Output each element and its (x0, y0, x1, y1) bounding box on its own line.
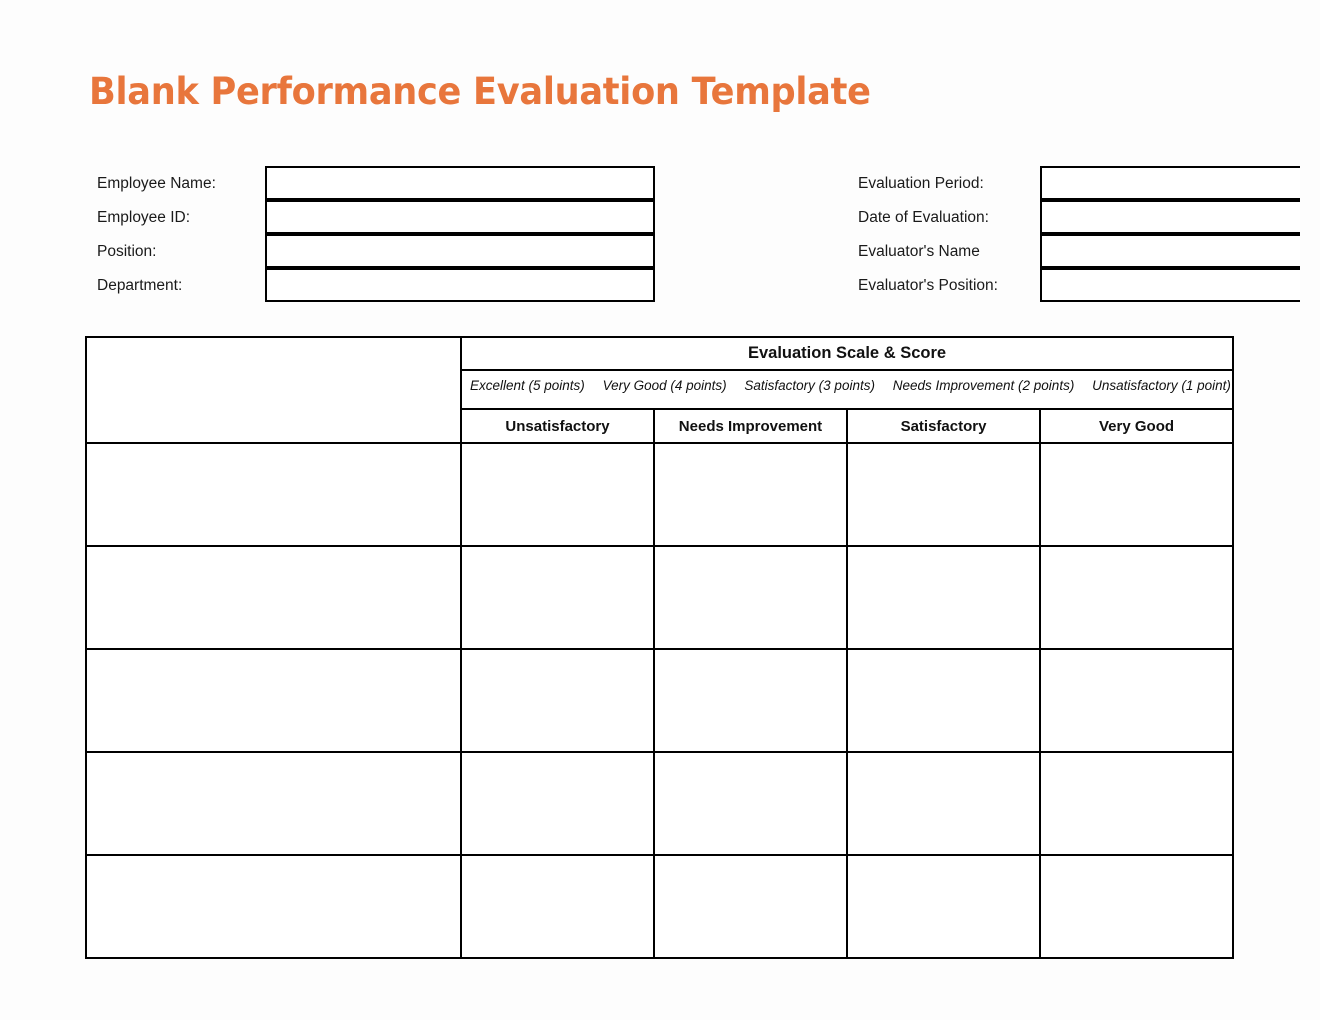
cell-score-very-good[interactable] (1040, 855, 1233, 958)
label-evaluator-position: Evaluator's Position: (858, 277, 998, 294)
input-evaluator-position[interactable] (1040, 268, 1300, 302)
scale-legend-item-satisfactory: Satisfactory (3 points) (744, 378, 875, 393)
scale-legend (462, 378, 1233, 393)
cell-score-satisfactory[interactable] (847, 752, 1040, 855)
header-evaluation-scale-score: Evaluation Scale & Score (461, 337, 1233, 370)
cell-criteria[interactable] (86, 855, 461, 958)
cell-criteria[interactable] (86, 546, 461, 649)
evaluator-info-group (858, 167, 1300, 303)
input-position[interactable] (265, 234, 655, 268)
info-row-position (97, 235, 655, 269)
info-row-employee-id (97, 201, 655, 235)
label-employee-name: Employee Name: (97, 175, 216, 192)
column-header-unsatisfactory: Unsatisfactory (461, 409, 654, 443)
input-evaluator-name[interactable] (1040, 234, 1300, 268)
scale-legend-cell (461, 370, 1233, 409)
column-header-satisfactory: Satisfactory (847, 409, 1040, 443)
info-row-evaluator-position (858, 269, 1300, 303)
cell-score-satisfactory[interactable] (847, 546, 1040, 649)
cell-score-unsatisfactory[interactable] (461, 752, 654, 855)
cell-score-very-good[interactable] (1040, 546, 1233, 649)
table-row (86, 752, 1233, 855)
column-header-needs-improvement: Needs Improvement (654, 409, 847, 443)
cell-score-satisfactory[interactable] (847, 649, 1040, 752)
table-row (86, 443, 1233, 546)
label-evaluator-name: Evaluator's Name (858, 243, 980, 260)
info-row-evaluation-period (858, 167, 1300, 201)
cell-score-unsatisfactory[interactable] (461, 855, 654, 958)
cell-criteria[interactable] (86, 649, 461, 752)
cell-score-unsatisfactory[interactable] (461, 546, 654, 649)
label-position: Position: (97, 243, 157, 260)
info-row-date-of-evaluation (858, 201, 1300, 235)
info-row-employee-name (97, 167, 655, 201)
table-row (86, 855, 1233, 958)
cell-score-very-good[interactable] (1040, 443, 1233, 546)
input-employee-id[interactable] (265, 200, 655, 234)
page-title: Blank Performance Evaluation Template (89, 70, 871, 113)
cell-score-satisfactory[interactable] (847, 443, 1040, 546)
table-row (86, 649, 1233, 752)
scale-legend-item-needs-improvement: Needs Improvement (2 points) (892, 378, 1075, 393)
cell-score-needs-improvement[interactable] (654, 546, 847, 649)
cell-score-unsatisfactory[interactable] (461, 443, 654, 546)
input-employee-name[interactable] (265, 166, 655, 200)
table-header-row-banner (86, 337, 1233, 370)
table-row (86, 546, 1233, 649)
cell-score-unsatisfactory[interactable] (461, 649, 654, 752)
cell-criteria[interactable] (86, 752, 461, 855)
info-row-department (97, 269, 655, 303)
cell-score-needs-improvement[interactable] (654, 752, 847, 855)
evaluation-table-body (86, 443, 1233, 958)
cell-score-needs-improvement[interactable] (654, 443, 847, 546)
scale-legend-item-very-good: Very Good (4 points) (602, 378, 727, 393)
cell-score-needs-improvement[interactable] (654, 649, 847, 752)
employee-info-group (97, 167, 655, 303)
evaluation-table (85, 336, 1234, 959)
cell-score-very-good[interactable] (1040, 752, 1233, 855)
cell-criteria[interactable] (86, 443, 461, 546)
label-department: Department: (97, 277, 183, 294)
column-header-very-good: Very Good (1040, 409, 1233, 443)
label-evaluation-period: Evaluation Period: (858, 175, 984, 192)
cell-score-satisfactory[interactable] (847, 855, 1040, 958)
cell-score-needs-improvement[interactable] (654, 855, 847, 958)
info-row-evaluator-name (858, 235, 1300, 269)
input-evaluation-period[interactable] (1040, 166, 1300, 200)
scale-legend-item-excellent: Excellent (5 points) (470, 378, 585, 393)
cell-score-very-good[interactable] (1040, 649, 1233, 752)
input-department[interactable] (265, 268, 655, 302)
scale-legend-item-unsatisfactory: Unsatisfactory (1 point) (1092, 378, 1231, 393)
input-date-of-evaluation[interactable] (1040, 200, 1300, 234)
label-employee-id: Employee ID: (97, 209, 191, 226)
label-date-of-evaluation: Date of Evaluation: (858, 209, 989, 226)
header-performance-criteria: Performance Criteria (86, 337, 461, 443)
